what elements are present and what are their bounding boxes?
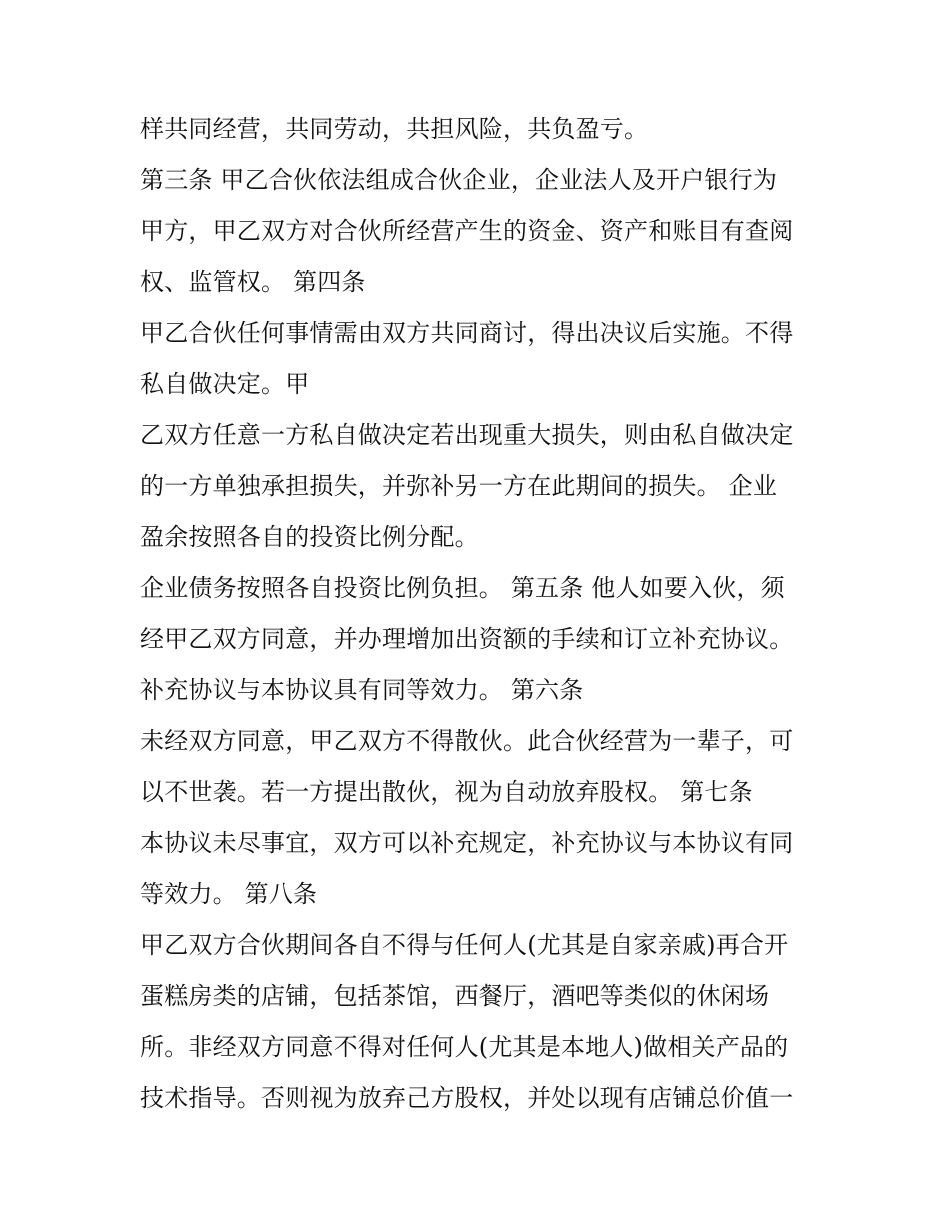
text-line: 本协议未尽事宜，双方可以补充规定，补充协议与本协议有同 <box>140 829 794 857</box>
text-line: 蛋糕房类的店铺，包括茶馆，西餐厅，酒吧等类似的休闲场 <box>140 982 770 1010</box>
text-line: 甲方，甲乙双方对合伙所经营产生的资金、资产和账目有查阅 <box>140 217 794 245</box>
text-line: 的一方单独承担损失，并弥补另一方在此期间的损失。 企业 <box>140 472 778 500</box>
document-body <box>140 104 830 1124</box>
text-line: 未经双方同意，甲乙双方不得散伙。此合伙经营为一辈子，可 <box>140 727 794 755</box>
text-line: 等效力。 第八条 <box>140 880 318 908</box>
text-line: 技术指导。否则视为放弃己方股权，并处以现有店铺总价值一 <box>140 1084 794 1112</box>
text-line: 权、监管权。 第四条 <box>140 268 366 296</box>
text-line: 第三条 甲乙合伙依法组成合伙企业，企业法人及开户银行为 <box>140 166 778 194</box>
text-line: 样共同经营，共同劳动，共担风险，共负盈亏。 <box>140 115 649 143</box>
text-line: 甲乙双方合伙期间各自不得与任何人(尤其是自家亲戚)再合开 <box>140 931 789 959</box>
text-line: 企业债务按照各自投资比例负担。 第五条 他人如要入伙，须 <box>140 574 785 602</box>
text-line: 经甲乙双方同意，并办理增加出资额的手续和订立补充协议。 <box>140 625 794 653</box>
text-line: 盈余按照各自的投资比例分配。 <box>140 523 479 551</box>
text-line: 补充协议与本协议具有同等效力。 第六条 <box>140 676 584 704</box>
text-line: 私自做决定。甲 <box>140 370 310 398</box>
text-line: 乙双方任意一方私自做决定若出现重大损失，则由私自做决定 <box>140 421 794 449</box>
text-line: 以不世袭。若一方提出散伙，视为自动放弃股权。 第七条 <box>140 778 753 806</box>
text-line: 甲乙合伙任何事情需由双方共同商讨，得出决议后实施。不得 <box>140 319 794 347</box>
text-line: 所。非经双方同意不得对任何人(尤其是本地人)做相关产品的 <box>140 1033 789 1061</box>
